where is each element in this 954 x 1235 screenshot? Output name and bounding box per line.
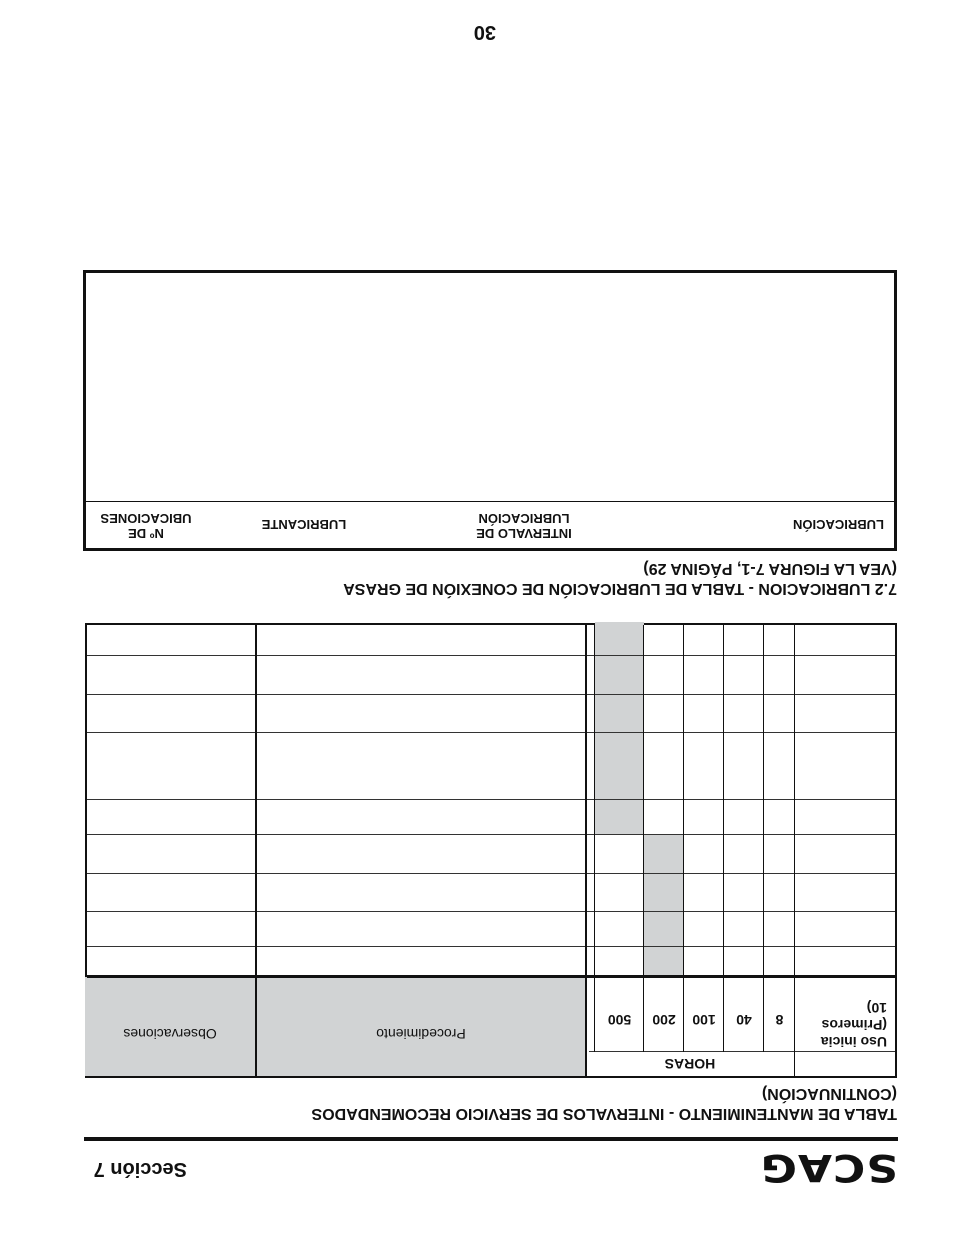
maintenance-table-title: TABLA DE MANTENIMIENTO - INTERVALOS DE SERVICIO RECOMENDADOS (CONTINUACIÓN) — [311, 1085, 897, 1122]
section-label: Sección 7 — [93, 1158, 187, 1180]
interval-shade-500 — [595, 622, 644, 834]
lubrication-table — [83, 270, 897, 551]
hour-col-40: 40 — [736, 1012, 752, 1028]
hours-header: HORAS — [664, 1056, 716, 1072]
scag-logo: SCAG — [759, 1145, 898, 1189]
page-number: 30 — [473, 21, 496, 43]
initial-use-header: Uso inicia (Primeros 10) — [820, 1000, 887, 1050]
locations-header: Nº DE UBICACIONES — [100, 511, 192, 541]
hour-col-500: 500 — [607, 1012, 632, 1028]
procedure-header: Procedimiento — [376, 1026, 466, 1042]
hour-col-100: 100 — [692, 1012, 716, 1028]
lubrication-table-title: 7.2 LUBRICACION - TABLA DE LUBRICACIÓN DE CONEXIÓN DE GRASA (VEA LA FIGURA 7-1, PÁGINA 29) — [343, 560, 897, 597]
header-rule — [84, 1137, 898, 1141]
observations-header: Observaciones — [123, 1026, 217, 1042]
lubricant-header: LUBRICANTE — [261, 517, 347, 532]
interval-header: INTERVALO DE LUBRICACIÓN — [476, 511, 572, 541]
lubrication-header: LUBRICACIÓN — [793, 517, 884, 532]
interval-shade-200 — [644, 835, 684, 977]
maintenance-table — [85, 623, 897, 1078]
hour-col-200: 200 — [652, 1012, 676, 1028]
hour-col-8: 8 — [775, 1012, 784, 1028]
